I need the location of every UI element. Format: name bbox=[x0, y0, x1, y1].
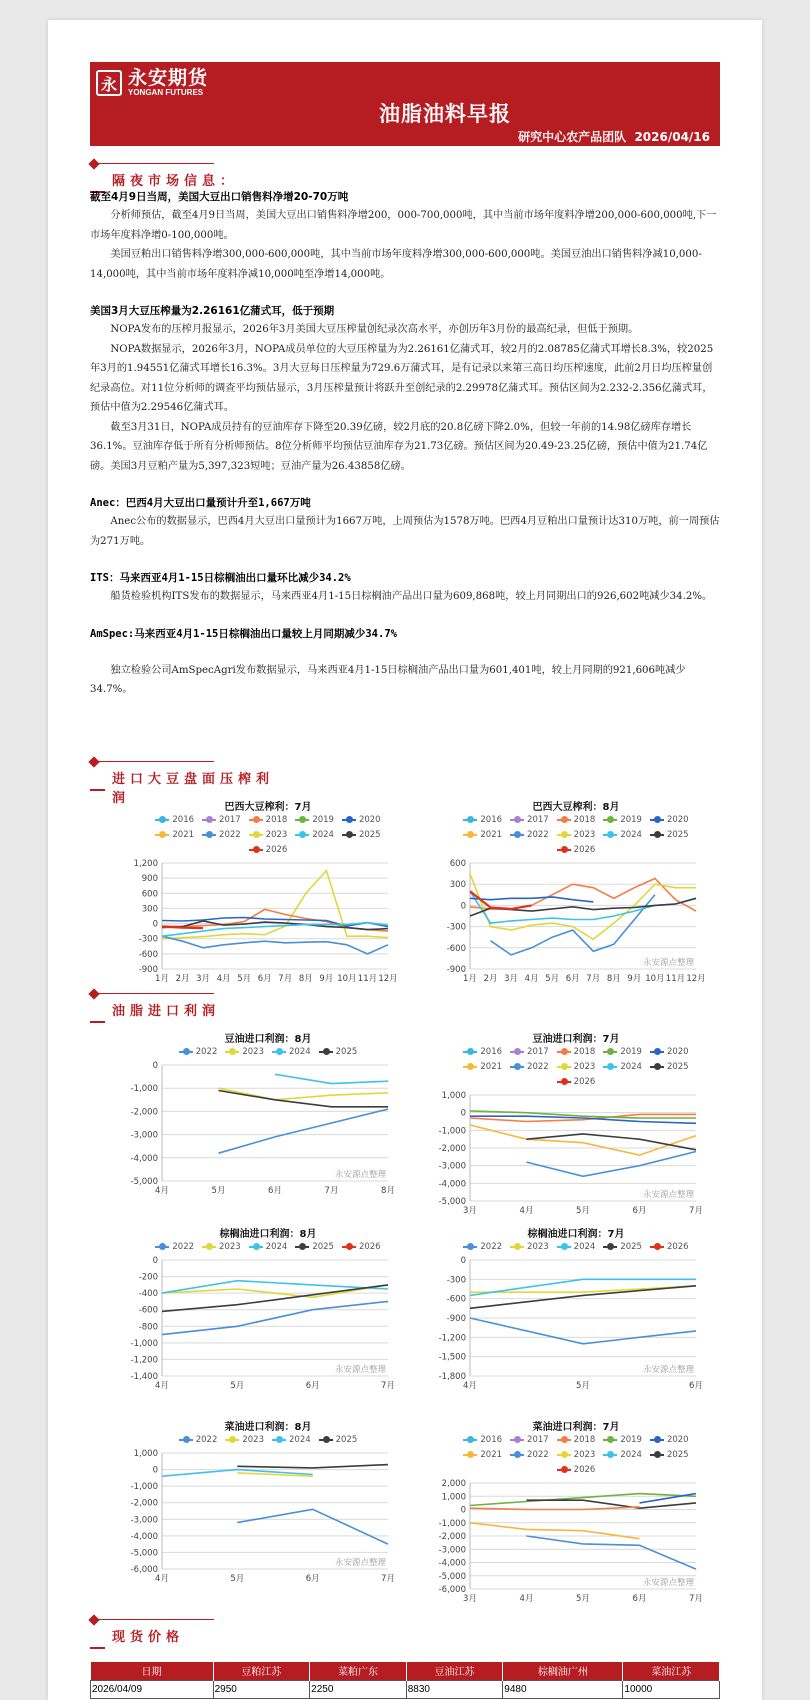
logo-mark-icon: 永 bbox=[96, 70, 122, 96]
legend-item: 2026 bbox=[650, 1240, 689, 1253]
chart-legend bbox=[118, 1239, 418, 1254]
legend-item: 2023 bbox=[557, 828, 596, 841]
table-cell: 2950 bbox=[213, 1680, 310, 1698]
svg-text:0: 0 bbox=[460, 901, 466, 912]
svg-text:-4,000: -4,000 bbox=[130, 1153, 158, 1164]
svg-text:1,200: 1,200 bbox=[133, 859, 158, 869]
news-paragraph: 船货检验机构ITS发布的数据显示，马来西亚4月1-15日棕榈油产品出口量为609,868吨，较上月同期出口的926,602吨减少34.2%。 bbox=[110, 591, 713, 602]
news-headline: ITS：马来西亚4月1-15日棕榈油出口量环比减少34.2% bbox=[90, 572, 351, 584]
report-page bbox=[48, 20, 762, 1700]
svg-text:-5,000: -5,000 bbox=[438, 1571, 466, 1582]
legend-item: 2026 bbox=[342, 1240, 381, 1253]
chart-title: 巴西大豆榨利：7月 bbox=[224, 802, 312, 813]
svg-text:7月: 7月 bbox=[381, 1574, 395, 1584]
chart-brazil-crush-jul bbox=[118, 798, 418, 987]
news-headline: AmSpec:马来西亚4月1-15日棕榈油出口量较上月同期减少34.7% bbox=[90, 627, 397, 640]
logo-cn: 永安期货 bbox=[128, 67, 209, 89]
legend-item: 2022 bbox=[202, 828, 241, 841]
svg-text:600: 600 bbox=[449, 859, 466, 869]
logo-en: YONGAN FUTURES bbox=[128, 88, 204, 97]
svg-text:600: 600 bbox=[141, 889, 158, 900]
legend-item: 2017 bbox=[202, 813, 241, 826]
chart-rapeoil-import-aug bbox=[118, 1418, 418, 1587]
svg-text:4月: 4月 bbox=[519, 1206, 534, 1216]
chart-plot bbox=[118, 1059, 418, 1199]
svg-text:6月: 6月 bbox=[305, 1381, 320, 1391]
legend-item: 2017 bbox=[510, 813, 549, 826]
legend-item: 2021 bbox=[463, 1060, 502, 1073]
svg-text:2,000: 2,000 bbox=[441, 1479, 466, 1489]
svg-text:-900: -900 bbox=[446, 965, 466, 975]
column-header: 棕榈油广州 bbox=[503, 1662, 623, 1680]
legend-item: 2020 bbox=[650, 1433, 689, 1446]
spot-price-table bbox=[90, 1662, 720, 1699]
chart-plot bbox=[426, 1089, 726, 1219]
report-title: 油脂油料早报 bbox=[379, 102, 511, 126]
legend-item: 2026 bbox=[249, 843, 288, 856]
legend-item: 2023 bbox=[557, 1060, 596, 1073]
legend-item: 2022 bbox=[179, 1433, 218, 1446]
svg-text:-600: -600 bbox=[138, 1305, 158, 1316]
legend-item: 2026 bbox=[557, 1075, 596, 1088]
section-title: 现货价格 bbox=[112, 1630, 185, 1645]
svg-text:5月: 5月 bbox=[230, 1574, 245, 1584]
legend-item: 2023 bbox=[249, 828, 288, 841]
chart-rapeoil-import-jul bbox=[426, 1418, 726, 1607]
svg-text:0: 0 bbox=[152, 1061, 158, 1071]
table-cell: 10000 bbox=[623, 1680, 720, 1698]
svg-text:5月: 5月 bbox=[230, 1381, 245, 1391]
svg-text:-400: -400 bbox=[138, 1289, 158, 1300]
table-cell: 8830 bbox=[406, 1680, 503, 1698]
svg-text:5月: 5月 bbox=[211, 1186, 226, 1196]
svg-text:5月: 5月 bbox=[576, 1594, 590, 1604]
chart-title: 豆油进口利润：7月 bbox=[532, 1034, 620, 1045]
svg-text:-900: -900 bbox=[446, 1314, 466, 1324]
svg-text:4月: 4月 bbox=[155, 1574, 169, 1584]
news-paragraph: 分析师预估，截至4月9日当周，美国大豆出口销售料净增200，000-700,000吨，其中当前市场年度料净增200,000-600,000吨,下一市场年度料净增0-100,000吨。 bbox=[90, 210, 717, 241]
svg-text:4月: 4月 bbox=[519, 1594, 534, 1604]
svg-text:5月: 5月 bbox=[237, 974, 252, 984]
chart-legend bbox=[118, 812, 418, 857]
legend-item: 2024 bbox=[557, 1240, 596, 1253]
svg-text:1,000: 1,000 bbox=[441, 1492, 466, 1503]
legend-item: 2019 bbox=[603, 1045, 642, 1058]
svg-text:-300: -300 bbox=[138, 934, 158, 945]
legend-item: 2021 bbox=[155, 828, 194, 841]
svg-text:3月: 3月 bbox=[463, 1206, 477, 1216]
svg-text:900: 900 bbox=[141, 874, 158, 885]
svg-text:-200: -200 bbox=[138, 1272, 158, 1283]
column-header: 日期 bbox=[91, 1662, 214, 1680]
svg-text:10月: 10月 bbox=[645, 974, 665, 984]
svg-text:-2,000: -2,000 bbox=[130, 1107, 158, 1118]
legend-item: 2024 bbox=[295, 828, 334, 841]
chart-plot bbox=[118, 1447, 418, 1587]
svg-text:7月: 7月 bbox=[689, 1594, 703, 1604]
news-headline: 截至4月9日当周，美国大豆出口销售料净增20-70万吨 bbox=[90, 191, 349, 203]
legend-item: 2024 bbox=[603, 1060, 642, 1073]
legend-item: 2018 bbox=[557, 813, 596, 826]
news-paragraph: Anec公布的数据显示，巴西4月大豆出口量预计为1667万吨，上周预估为1578万吨。巴西4月豆粕出口量预计达310万吨，前一周预估为271万吨。 bbox=[90, 516, 720, 547]
table-cell: 9480 bbox=[503, 1680, 623, 1698]
svg-text:-1,000: -1,000 bbox=[438, 1518, 466, 1529]
svg-text:-600: -600 bbox=[446, 1294, 466, 1305]
legend-item: 2016 bbox=[155, 813, 194, 826]
svg-text:8月: 8月 bbox=[606, 974, 621, 984]
svg-text:-1,400: -1,400 bbox=[130, 1372, 158, 1382]
svg-text:3月: 3月 bbox=[504, 974, 519, 984]
legend-item: 2025 bbox=[650, 1060, 689, 1073]
svg-text:12月: 12月 bbox=[686, 974, 706, 984]
svg-text:5月: 5月 bbox=[576, 1381, 590, 1391]
svg-text:0: 0 bbox=[152, 1256, 158, 1266]
legend-item: 2022 bbox=[510, 1060, 549, 1073]
legend-item: 2018 bbox=[557, 1433, 596, 1446]
svg-text:永安源点整理: 永安源点整理 bbox=[642, 958, 694, 968]
chart-plot bbox=[426, 857, 726, 987]
svg-text:-4,000: -4,000 bbox=[438, 1179, 466, 1190]
svg-text:8月: 8月 bbox=[298, 974, 313, 984]
chart-plot bbox=[426, 1254, 726, 1394]
svg-text:-3,000: -3,000 bbox=[438, 1545, 466, 1556]
svg-text:300: 300 bbox=[141, 904, 158, 915]
svg-text:-5,000: -5,000 bbox=[130, 1177, 158, 1187]
diamond-icon bbox=[88, 756, 99, 767]
svg-text:10月: 10月 bbox=[337, 974, 357, 984]
svg-text:3月: 3月 bbox=[463, 1594, 477, 1604]
legend-item: 2016 bbox=[463, 813, 502, 826]
legend-item: 2023 bbox=[557, 1448, 596, 1461]
svg-text:-1,200: -1,200 bbox=[438, 1333, 466, 1344]
svg-text:永安源点整理: 永安源点整理 bbox=[642, 1365, 694, 1375]
news-item bbox=[90, 302, 720, 476]
team-name: 研究中心农产品团队 bbox=[518, 130, 627, 144]
table-header-row bbox=[91, 1662, 720, 1680]
news-item bbox=[90, 625, 720, 700]
legend-item: 2024 bbox=[603, 1448, 642, 1461]
svg-text:-6,000: -6,000 bbox=[130, 1565, 158, 1575]
chart-legend bbox=[118, 1044, 418, 1059]
svg-text:-300: -300 bbox=[446, 922, 466, 933]
svg-text:0: 0 bbox=[152, 1465, 158, 1476]
svg-text:4月: 4月 bbox=[524, 974, 539, 984]
legend-item: 2016 bbox=[463, 1045, 502, 1058]
legend-item: 2025 bbox=[603, 1240, 642, 1253]
svg-text:-1,000: -1,000 bbox=[438, 1126, 466, 1137]
svg-text:永安源点整理: 永安源点整理 bbox=[642, 1578, 694, 1588]
svg-text:0: 0 bbox=[460, 1108, 466, 1119]
legend-item: 2019 bbox=[603, 1433, 642, 1446]
legend-item: 2019 bbox=[295, 813, 334, 826]
svg-text:-5,000: -5,000 bbox=[130, 1548, 158, 1559]
legend-item: 2017 bbox=[510, 1433, 549, 1446]
chart-legend bbox=[118, 1432, 418, 1447]
svg-text:0: 0 bbox=[460, 1256, 466, 1266]
svg-text:7月: 7月 bbox=[381, 1381, 395, 1391]
legend-item: 2018 bbox=[249, 813, 288, 826]
legend-item: 2024 bbox=[272, 1433, 311, 1446]
svg-text:-2,000: -2,000 bbox=[438, 1144, 466, 1154]
svg-text:9月: 9月 bbox=[319, 974, 334, 984]
svg-text:6月: 6月 bbox=[689, 1381, 703, 1391]
chart-title: 棕榈油进口利润：8月 bbox=[219, 1229, 317, 1240]
news-paragraph: 独立检验公司AmSpecAgri发布数据显示，马来西亚4月1-15日棕榈油产品出口量为601,401吨，较上月同期的921,606吨减少34.7%。 bbox=[90, 664, 686, 695]
news-headline: Anec：巴西4月大豆出口量预计升至1,667万吨 bbox=[90, 497, 311, 509]
svg-text:-1,800: -1,800 bbox=[438, 1372, 466, 1382]
legend-item: 2023 bbox=[202, 1240, 241, 1253]
svg-text:1月: 1月 bbox=[463, 974, 477, 984]
svg-text:7月: 7月 bbox=[324, 1186, 339, 1196]
legend-item: 2016 bbox=[463, 1433, 502, 1446]
legend-item: 2023 bbox=[225, 1433, 264, 1446]
report-date: 2026/04/16 bbox=[634, 130, 710, 144]
section-spot-header bbox=[90, 1616, 290, 1656]
svg-text:-800: -800 bbox=[138, 1322, 158, 1333]
legend-item: 2022 bbox=[510, 1448, 549, 1461]
svg-text:-4,000: -4,000 bbox=[130, 1531, 158, 1542]
column-header: 豆油江苏 bbox=[406, 1662, 503, 1680]
column-header: 菜粕广东 bbox=[310, 1662, 407, 1680]
legend-item: 2026 bbox=[557, 1463, 596, 1476]
legend-item: 2020 bbox=[650, 813, 689, 826]
chart-soyoil-import-aug bbox=[118, 1030, 418, 1199]
svg-text:-5,000: -5,000 bbox=[438, 1197, 466, 1207]
news-headline: 美国3月大豆压榨量为2.26161亿蒲式耳，低于预期 bbox=[90, 305, 335, 317]
chart-plot bbox=[426, 1477, 726, 1607]
legend-item: 2024 bbox=[249, 1240, 288, 1253]
yongan-logo bbox=[96, 68, 208, 98]
svg-text:-4,000: -4,000 bbox=[438, 1558, 466, 1569]
svg-text:11月: 11月 bbox=[357, 974, 378, 984]
chart-legend bbox=[426, 1044, 726, 1089]
svg-text:12月: 12月 bbox=[378, 974, 398, 984]
svg-text:-1,500: -1,500 bbox=[438, 1352, 466, 1363]
svg-text:-1,200: -1,200 bbox=[130, 1355, 158, 1366]
legend-item: 2025 bbox=[319, 1433, 358, 1446]
legend-item: 2018 bbox=[557, 1045, 596, 1058]
svg-text:永安源点整理: 永安源点整理 bbox=[334, 1170, 386, 1180]
svg-text:4月: 4月 bbox=[155, 1381, 169, 1391]
legend-item: 2025 bbox=[342, 828, 381, 841]
news-paragraph: NOPA数据显示，2026年3月，NOPA成员单位的大豆压榨量为为2.26161亿蒲式耳，较2月的2.08785亿蒲式耳增长8.3%，较2025年3月的1.94551亿蒲式耳增长16.3%。3月大豆每日压榨量为729.6万蒲式耳，是有记录以来第三高日均压榨速度，此前2月日均压榨量创纪录高位。对11位分析师的调查平均预估显示，3月压榨量预计将跃升至创纪录的2.29978亿蒲式耳。预估区间为2.232-2.356亿蒲式耳，预估中值为2.29546亿蒲式耳。 bbox=[90, 343, 714, 413]
svg-text:永安源点整理: 永安源点整理 bbox=[334, 1558, 386, 1568]
chart-brazil-crush-aug bbox=[426, 798, 726, 987]
news-item bbox=[90, 569, 720, 607]
chart-legend bbox=[426, 1432, 726, 1477]
diamond-icon bbox=[88, 1614, 99, 1625]
svg-text:永安源点整理: 永安源点整理 bbox=[642, 1190, 694, 1200]
svg-text:5月: 5月 bbox=[545, 974, 560, 984]
legend-item: 2022 bbox=[463, 1240, 502, 1253]
svg-text:-3,000: -3,000 bbox=[438, 1161, 466, 1172]
svg-text:4月: 4月 bbox=[463, 1381, 477, 1391]
legend-item: 2021 bbox=[463, 1448, 502, 1461]
news-item bbox=[90, 188, 720, 284]
svg-text:-300: -300 bbox=[446, 1275, 466, 1286]
column-header: 豆粕江苏 bbox=[213, 1662, 310, 1680]
svg-text:1,000: 1,000 bbox=[441, 1091, 466, 1101]
chart-soyoil-import-jul bbox=[426, 1030, 726, 1219]
svg-text:9月: 9月 bbox=[627, 974, 642, 984]
svg-text:-3,000: -3,000 bbox=[130, 1515, 158, 1526]
svg-text:0: 0 bbox=[152, 919, 158, 930]
svg-text:300: 300 bbox=[449, 880, 466, 891]
legend-item: 2026 bbox=[557, 843, 596, 856]
svg-text:7月: 7月 bbox=[586, 974, 601, 984]
svg-text:7月: 7月 bbox=[278, 974, 293, 984]
chart-title: 菜油进口利润：7月 bbox=[532, 1422, 620, 1433]
chart-palm-import-jul bbox=[426, 1225, 726, 1394]
svg-text:-1,000: -1,000 bbox=[130, 1084, 158, 1095]
svg-text:2月: 2月 bbox=[175, 974, 190, 984]
svg-text:1月: 1月 bbox=[155, 974, 169, 984]
legend-item: 2025 bbox=[650, 1448, 689, 1461]
section-oil-import-header bbox=[90, 990, 290, 1030]
table-cell: 2250 bbox=[310, 1680, 407, 1698]
section-crush-header bbox=[90, 758, 290, 806]
svg-text:-1,000: -1,000 bbox=[130, 1482, 158, 1493]
svg-text:7月: 7月 bbox=[689, 1206, 703, 1216]
legend-item: 2025 bbox=[295, 1240, 334, 1253]
svg-text:-600: -600 bbox=[446, 943, 466, 954]
legend-item: 2022 bbox=[510, 828, 549, 841]
chart-legend bbox=[426, 1239, 726, 1254]
svg-text:2月: 2月 bbox=[483, 974, 498, 984]
legend-item: 2024 bbox=[603, 828, 642, 841]
chart-plot bbox=[118, 857, 418, 987]
svg-text:-6,000: -6,000 bbox=[438, 1585, 466, 1595]
svg-text:永安源点整理: 永安源点整理 bbox=[334, 1365, 386, 1375]
section-title: 进口大豆盘面压榨利润 bbox=[112, 772, 275, 806]
svg-text:6月: 6月 bbox=[268, 1186, 282, 1196]
report-byline bbox=[518, 128, 710, 145]
svg-text:11月: 11月 bbox=[665, 974, 686, 984]
section-title: 油脂进口利润 bbox=[112, 1004, 221, 1019]
svg-text:0: 0 bbox=[460, 1505, 466, 1516]
svg-text:-3,000: -3,000 bbox=[130, 1130, 158, 1141]
legend-item: 2020 bbox=[650, 1045, 689, 1058]
legend-item: 2017 bbox=[510, 1045, 549, 1058]
chart-palm-import-aug bbox=[118, 1225, 418, 1394]
legend-item: 2020 bbox=[342, 813, 381, 826]
chart-title: 棕榈油进口利润：7月 bbox=[527, 1229, 625, 1240]
svg-text:6月: 6月 bbox=[305, 1574, 320, 1584]
legend-item: 2022 bbox=[179, 1045, 218, 1058]
svg-text:4月: 4月 bbox=[155, 1186, 169, 1196]
svg-text:-2,000: -2,000 bbox=[438, 1532, 466, 1542]
chart-legend bbox=[426, 812, 726, 857]
news-paragraph: 截至3月31日，NOPA成员持有的豆油库存下降至20.39亿磅，较2月底的20.8亿磅下降2.0%，但较一年前的14.98亿磅库存增长36.1%。豆油库存低于所有分析师预估。8位分析师平均预估豆油库存为21.73亿磅。预估区间为20.49-23.25亿磅，预估中值为21.74亿磅。美国3月豆粕产量为5,397,323短吨；豆油产量为26.43858亿磅。 bbox=[90, 421, 708, 472]
svg-text:1,000: 1,000 bbox=[133, 1449, 158, 1459]
svg-text:6月: 6月 bbox=[257, 974, 272, 984]
svg-text:-1,000: -1,000 bbox=[130, 1338, 158, 1349]
diamond-icon bbox=[88, 988, 99, 999]
svg-text:6月: 6月 bbox=[632, 1594, 647, 1604]
svg-text:4月: 4月 bbox=[216, 974, 231, 984]
chart-title: 豆油进口利润：8月 bbox=[224, 1034, 312, 1045]
diamond-icon bbox=[88, 158, 99, 169]
svg-text:-2,000: -2,000 bbox=[130, 1498, 158, 1509]
svg-text:-600: -600 bbox=[138, 949, 158, 960]
legend-item: 2023 bbox=[225, 1045, 264, 1058]
news-paragraph: NOPA发布的压榨月报显示，2026年3月美国大豆压榨量创纪录次高水平，亦创历年3月份的最高纪录，但低于预期。 bbox=[110, 324, 639, 335]
svg-text:3月: 3月 bbox=[196, 974, 211, 984]
legend-item: 2024 bbox=[272, 1045, 311, 1058]
legend-item: 2025 bbox=[650, 828, 689, 841]
legend-item: 2023 bbox=[510, 1240, 549, 1253]
svg-text:6月: 6月 bbox=[565, 974, 580, 984]
chart-plot bbox=[118, 1254, 418, 1394]
legend-item: 2021 bbox=[463, 828, 502, 841]
legend-item: 2025 bbox=[319, 1045, 358, 1058]
svg-text:5月: 5月 bbox=[576, 1206, 590, 1216]
svg-text:6月: 6月 bbox=[632, 1206, 647, 1216]
chart-title: 菜油进口利润：8月 bbox=[224, 1422, 312, 1433]
legend-item: 2019 bbox=[603, 813, 642, 826]
report-banner bbox=[90, 62, 720, 146]
news-block bbox=[90, 188, 720, 700]
column-header: 菜油江苏 bbox=[623, 1662, 720, 1680]
legend-item: 2022 bbox=[155, 1240, 194, 1253]
svg-text:-900: -900 bbox=[138, 965, 158, 975]
table-cell: 2026/04/09 bbox=[91, 1680, 214, 1698]
chart-title: 巴西大豆榨利：8月 bbox=[532, 802, 620, 813]
section-title: 隔夜市场信息： bbox=[112, 174, 239, 189]
svg-text:8月: 8月 bbox=[381, 1186, 395, 1196]
news-item bbox=[90, 494, 720, 551]
news-paragraph: 美国豆粕出口销售料净增300,000-600,000吨，其中当前市场年度料净增300,000-600,000吨。美国豆油出口销售料净减10,000-14,000吨，其中当前市场年度料净减10,000吨至净增14,000吨。 bbox=[90, 249, 702, 280]
table-row bbox=[91, 1680, 720, 1698]
